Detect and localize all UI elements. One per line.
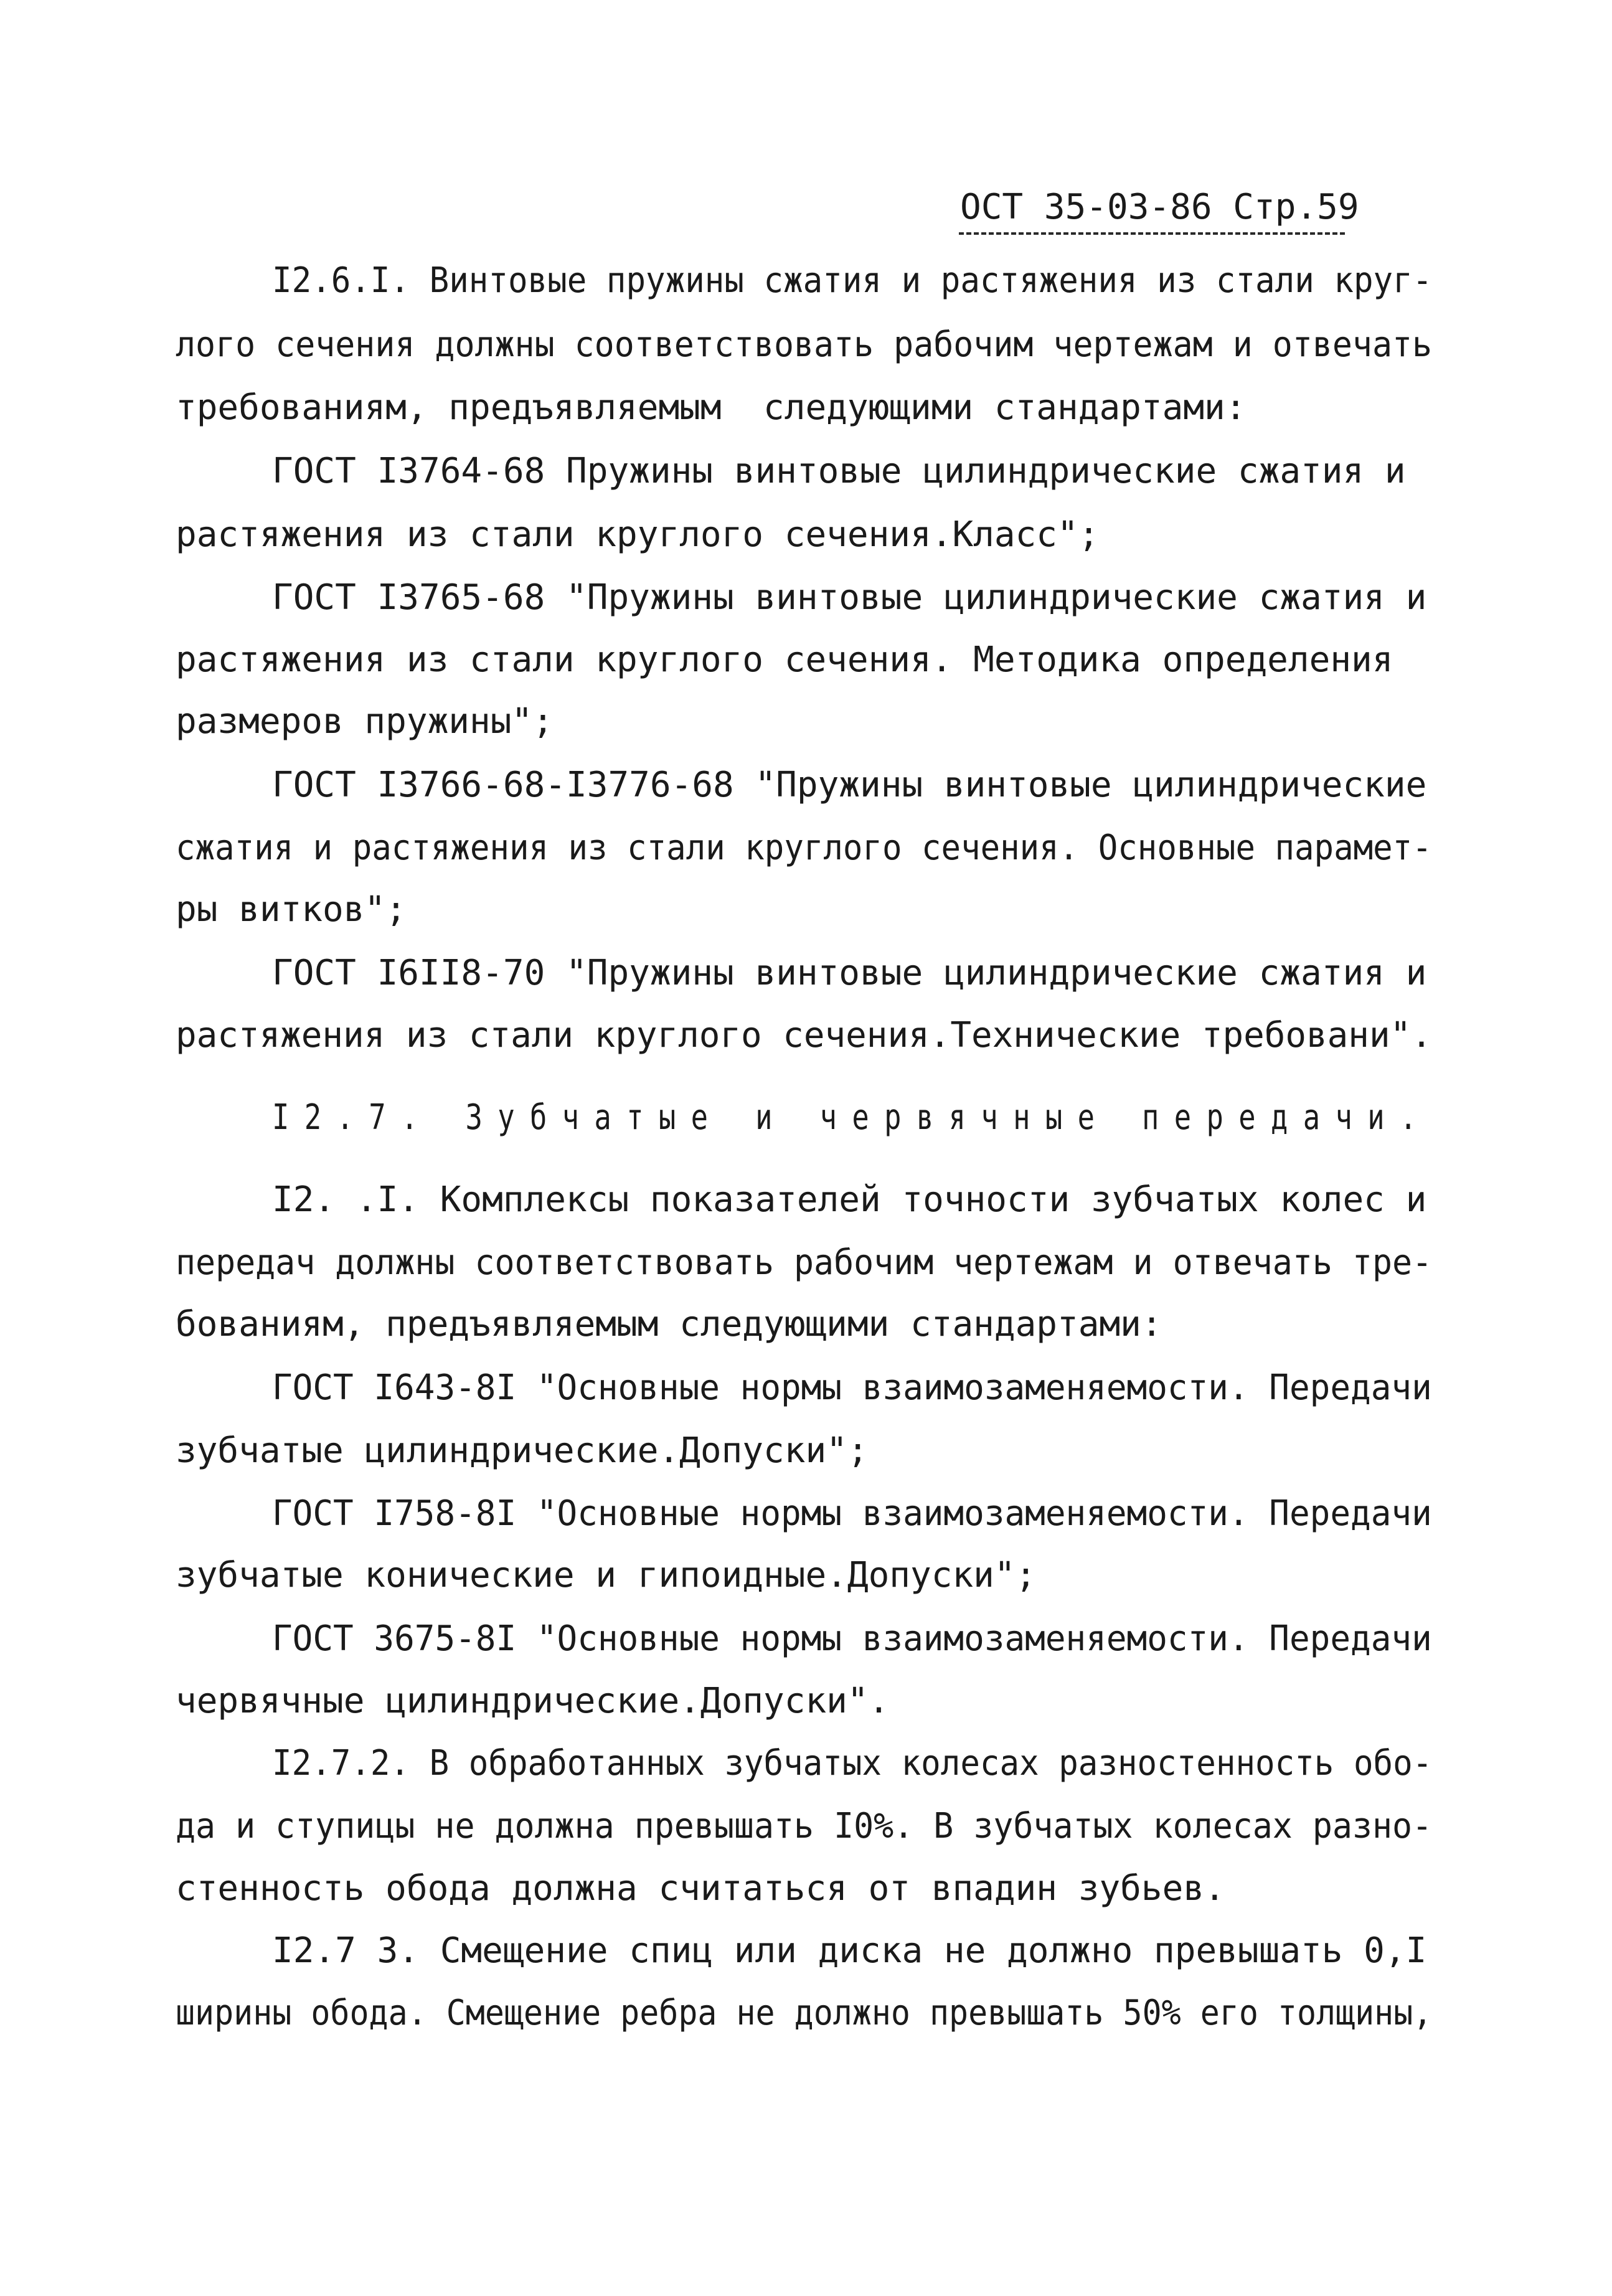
header-underline xyxy=(959,232,1345,235)
text-line-23: червячные цилиндрические.Допуски". xyxy=(176,1681,890,1721)
page-header: ОСТ 35-03-86 Стр.59 xyxy=(960,187,1359,227)
text-line-22: ГОСТ 3675-8I "Основные нормы взаимозаменяемости. Передачи xyxy=(272,1618,1432,1659)
text-line-3: требованиям, предъявляемым следующими стандартами: xyxy=(176,387,1247,428)
text-line-17: бованиям, предъявляемым следующими стандартами: xyxy=(176,1304,1162,1344)
text-line-21: зубчатые конические и гипоидные.Допуски"; xyxy=(176,1555,1037,1595)
text-line-27: I2.7 3. Смещение спиц или диска не должно превышать 0,I xyxy=(272,1930,1427,1971)
text-line-6: ГОСТ I3765-68 "Пружины винтовые цилиндрические сжатия и xyxy=(272,577,1427,618)
text-line-28: ширины обода. Смещение ребра не должно превышать 50% его толщины, xyxy=(176,1993,1433,2033)
text-line-9: ГОСТ I3766-68-I3776-68 "Пружины винтовые цилиндрические xyxy=(272,765,1427,805)
text-line-2: лого сечения должны соответствовать рабочим чертежам и отвечать xyxy=(176,324,1433,365)
text-line-12: ГОСТ I6II8-70 "Пружины винтовые цилиндрические сжатия и xyxy=(272,953,1427,993)
text-line-8: размеров пружины"; xyxy=(176,701,554,742)
text-line-20: ГОСТ I758-8I "Основные нормы взаимозаменяемости. Передачи xyxy=(272,1493,1432,1534)
text-line-13: растяжения из стали круглого сечения.Технические требовани". xyxy=(176,1015,1432,1056)
text-line-4: ГОСТ I3764-68 Пружины винтовые цилиндрические сжатия и xyxy=(272,451,1406,491)
text-line-7: растяжения из стали круглого сечения. Методика определения xyxy=(176,640,1393,680)
text-line-16: передач должны соответствовать рабочим чертежам и отвечать тре- xyxy=(176,1242,1433,1283)
text-line-24: I2.7.2. В обработанных зубчатых колесах разностенность обо- xyxy=(272,1743,1433,1783)
text-line-1: I2.6.I. Винтовые пружины сжатия и растяжения из стали круг- xyxy=(272,260,1433,301)
section-heading: I2.7. Зубчатые и червячные передачи. xyxy=(272,1097,1432,1138)
text-line-25: да и ступицы не должна превышать I0%. В зубчатых колесах разно- xyxy=(176,1806,1433,1846)
text-line-10: сжатия и растяжения из стали круглого сечения. Основные парамет- xyxy=(176,828,1432,868)
text-line-15: I2. .I. Комплексы показателей точности зубчатых колес и xyxy=(272,1179,1427,1220)
text-line-11: ры витков"; xyxy=(176,889,407,930)
text-line-5: растяжения из стали круглого сечения.Класс"; xyxy=(176,514,1100,555)
text-line-18: ГОСТ I643-8I "Основные нормы взаимозаменяемости. Передачи xyxy=(272,1368,1432,1408)
text-line-19: зубчатые цилиндрические.Допуски"; xyxy=(176,1430,869,1471)
text-line-26: стенность обода должна считаться от впадин зубьев. xyxy=(176,1868,1225,1909)
